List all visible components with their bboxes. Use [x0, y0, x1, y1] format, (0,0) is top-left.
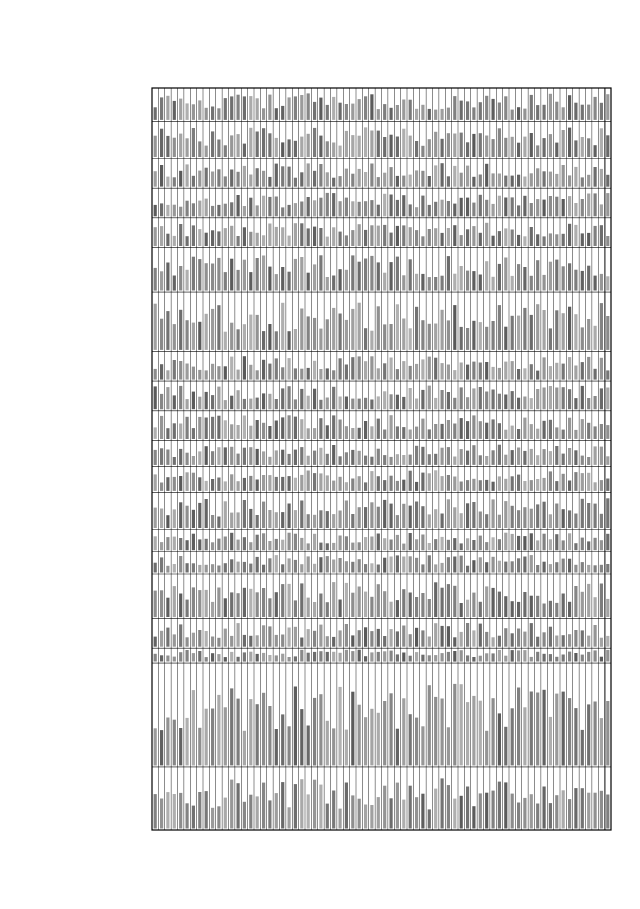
data-table — [152, 88, 611, 830]
